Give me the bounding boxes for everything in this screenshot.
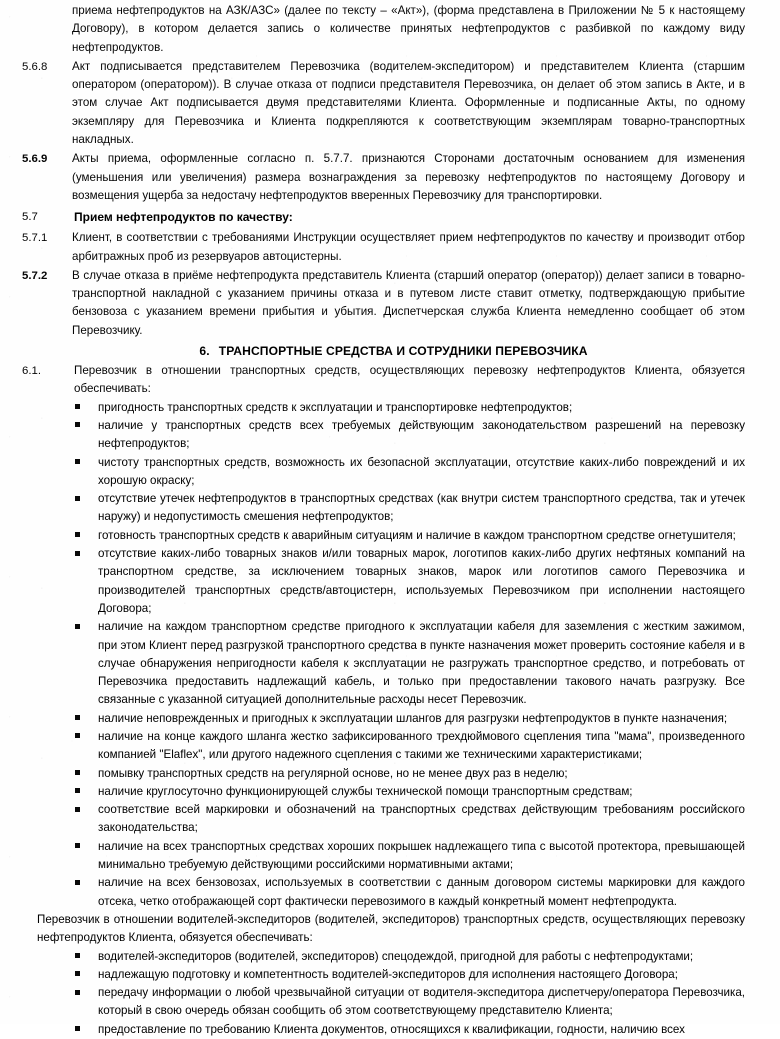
paragraph-text: Перевозчик в отношении водителей-экспедиторов (водителей, экспедиторов) транспортных средств, осуществляющих перевозку нефтепродуктов Клиента, обязуется обеспечивать: bbox=[37, 912, 745, 945]
list-item bbox=[98, 527, 745, 545]
bullet-square-icon bbox=[75, 788, 80, 793]
list-item bbox=[98, 399, 745, 417]
bullet-square-icon bbox=[75, 843, 80, 848]
list-item bbox=[98, 966, 745, 984]
clause-number-6-1: 6.1. bbox=[22, 365, 41, 378]
vehicle-requirement-text: наличие на всех транспортных средствах хороших покрышек надлежащего типа с высотой протектора, превышающей минимально требуемую действующими российскими нормативными актами; bbox=[98, 839, 745, 872]
list-item bbox=[98, 710, 745, 728]
clause-number-5-7-1: 5.7.1 bbox=[22, 232, 48, 245]
clause-text-5-6-9: Акты приема, оформленные согласно п. 5.7.7. признаются Сторонами достаточным основанием для изменения (уменьшения или увеличения) размера вознаграждения за перевозку нефтепродуктов по настоящему Договору и возмещения ущерба за недостачу нефтепродуктов вверенных Перевозчику для транспортировки. bbox=[72, 152, 745, 202]
vehicle-requirement-text: готовность транспортных средств к аварийным ситуациям и наличие в каждом транспортном средстве огнетушителя; bbox=[98, 528, 736, 542]
paragraph-text: приема нефтепродуктов на АЗК/АЗС» (далее по тексту – «Акт»), (форма представлена в Приложении № 5 к настоящему Договору), в котором делается запись о количестве принятых нефтепродуктов с разбивкой по каждому виду нефтепродуктов. bbox=[72, 4, 745, 54]
clause-text-5-7-2: В случае отказа в приёме нефтепродукта представитель Клиента (старший оператор (оператор)) делает записи в товарно-транспортной накладной с указанием причины отказа и в путевом листе ставит отметку, подтверждающую прибытие бензовоза с указанием времени прибытия и убытия. Диспетчерская служба Клиента немедленно сообщает об этом Перевозчику. bbox=[72, 268, 745, 337]
bullet-square-icon bbox=[75, 971, 80, 976]
bullet-square-icon bbox=[75, 953, 80, 958]
bullet-square-icon bbox=[75, 807, 80, 812]
clause-number-5-6-8: 5.6.8 bbox=[22, 60, 48, 73]
paragraph-drivers-intro bbox=[37, 911, 745, 948]
clause-text-5-6-8: Акт подписывается представителем Перевозчика (водителем-экспедитором) и представителем Клиента (старшим оператором (оператором)). В случае отказа от подписи представителя Перевозчика, он делает об этом запись в Акте, и в этом случае Акт подписывается двумя представителями Клиента. Оформленные и подписанные Акты, по одному экземпляру для Перевозчика и Клиента подкрепляются к соответствующим экземплярам товарно-транспортных накладных. bbox=[72, 59, 745, 147]
vehicle-requirement-text: наличие у транспортных средств всех требуемых действующим законодательством разрешений на перевозку нефтепродуктов; bbox=[98, 418, 745, 451]
list-item bbox=[98, 1021, 745, 1039]
bullet-square-icon bbox=[75, 404, 80, 409]
driver-requirement-text: передачу информации о любой чрезвычайной ситуации от водителя-экспедитора диспетчеру/оператора Перевозчика, который в свою очередь обязан сообщить об этом соответствующему представителю Клиента; bbox=[98, 986, 745, 1018]
driver-requirement-text: водителей-экспедиторов (водителей, экспедиторов) спецодеждой, пригодной для работы с нефтепродуктами; bbox=[98, 949, 694, 963]
list-item bbox=[98, 984, 745, 1021]
heading-title-5-7: Прием нефтепродуктов по качеству: bbox=[74, 210, 293, 225]
vehicle-requirement-text: наличие на конце каждого шланга жестко зафиксированного трехдюймового сцепления типа "мама", произведенного компанией "Elaflex", или другого надежного сцепления с такими же техническими характеристиками; bbox=[98, 729, 745, 762]
vehicle-requirement-text: наличие неповрежденных и пригодных к эксплуатации шлангов для разгрузки нефтепродуктов в пункте назначения; bbox=[98, 711, 728, 725]
vehicle-requirement-text: наличие на каждом транспортном средстве пригодного к эксплуатации кабеля для заземления с жестким зажимом, при этом Клиент перед разгрузкой транспортного средства в пункте назначения может проверить состояние кабеля и в случае обнаружения непригодности кабеля к эксплуатации не разгружать транспортное средство, и потребовать от Перевозчика предоставить надлежащий кабель, и только при предоставлении такового начать разгрузку. Все связанные с указанной ситуацией дополнительные расходы несет Перевозчик. bbox=[98, 620, 745, 707]
clause-5-7-1 bbox=[22, 229, 745, 266]
driver-requirement-text: надлежащую подготовку и компетентность водителей-экспедиторов для исполнения настоящего Договора; bbox=[98, 967, 678, 981]
list-item bbox=[98, 545, 745, 618]
bullet-square-icon bbox=[75, 880, 80, 885]
vehicle-requirements-list bbox=[22, 399, 745, 911]
list-item bbox=[98, 838, 745, 875]
vehicle-requirement-text: чистоту транспортных средств, возможность их безопасной эксплуатации, отсутствие каких-либо повреждений и их хорошую окраску; bbox=[98, 455, 745, 487]
bullet-square-icon bbox=[75, 990, 80, 995]
clause-number-5-7-2: 5.7.2 bbox=[22, 269, 48, 282]
bullet-square-icon bbox=[75, 551, 80, 556]
clause-text-6-1: Перевозчик в отношении транспортных средств, осуществляющих перевозку нефтепродуктов Клиента, обязуется обеспечивать: bbox=[74, 364, 745, 396]
bullet-square-icon bbox=[75, 770, 80, 775]
clause-5-7-2 bbox=[22, 267, 745, 340]
bullet-square-icon bbox=[75, 496, 80, 501]
bullet-square-icon bbox=[75, 715, 80, 720]
bullet-square-icon bbox=[75, 733, 80, 738]
list-item bbox=[98, 765, 745, 783]
clause-number-5-6-9: 5.6.9 bbox=[22, 153, 48, 166]
list-item bbox=[98, 728, 745, 765]
list-item bbox=[98, 874, 745, 911]
clause-6-1 bbox=[22, 362, 745, 399]
bullet-square-icon bbox=[75, 532, 80, 537]
list-item bbox=[98, 948, 745, 966]
vehicle-requirement-text: наличие на всех бензовозах, используемых в соответствии с данным договором системы маркировки для каждого отсека, четко отображающей сорт фактически перевозимого в каждый конкретный момент нефтепродукта. bbox=[98, 876, 745, 908]
clause-5-6-9 bbox=[22, 150, 745, 205]
vehicle-requirement-text: соответствие всей маркировки и обозначений на транспортных средствах действующим требованиям российского законодательства; bbox=[98, 803, 745, 835]
bullet-square-icon bbox=[75, 422, 80, 427]
clause-text-5-7-1: Клиент, в соответствии с требованиями Инструкции осуществляет прием нефтепродуктов по качеству и производит отбор арбитражных проб из резервуаров автоцистерны. bbox=[72, 231, 745, 263]
bullet-square-icon bbox=[75, 1026, 80, 1031]
list-item bbox=[98, 801, 745, 838]
bullet-square-icon bbox=[75, 459, 80, 464]
list-item bbox=[98, 490, 745, 527]
vehicle-requirement-text: отсутствие каких-либо товарных знаков и/или товарных марок, логотипов каких-либо других нефтяных компаний на транспортном средстве, за исключением товарных знаков, марок или логотипов самого Перевозчика и производителей транспортных средств/автоцистерн, используемых Перевозчиком при исполнении настоящего Договора; bbox=[98, 547, 745, 615]
vehicle-requirement-text: пригодность транспортных средств к эксплуатации и транспортировке нефтепродуктов; bbox=[98, 400, 573, 414]
heading-5-7 bbox=[22, 207, 745, 228]
list-item bbox=[98, 783, 745, 801]
chapter-title-6: ТРАНСПОРТНЫЕ СРЕДСТВА И СОТРУДНИКИ ПЕРЕВОЗЧИКА bbox=[218, 344, 588, 359]
chapter-heading-6 bbox=[22, 341, 745, 362]
list-item bbox=[98, 618, 745, 709]
vehicle-requirement-text: наличие круглосуточно функционирующей службы технической помощи транспортным средствам; bbox=[98, 784, 633, 798]
bullet-square-icon bbox=[75, 624, 80, 629]
paragraph-intro-continuation bbox=[72, 2, 745, 57]
list-item bbox=[98, 417, 745, 454]
clause-5-6-8 bbox=[22, 58, 745, 149]
driver-requirement-text: предоставление по требованию Клиента документов, относящихся к квалификации, годности, наличию всех bbox=[98, 1022, 685, 1036]
driver-requirements-list bbox=[22, 948, 745, 1039]
vehicle-requirement-text: помывку транспортных средств на регулярной основе, но не менее двух раз в неделю; bbox=[98, 766, 568, 780]
list-item bbox=[98, 454, 745, 491]
chapter-number-6: 6. bbox=[199, 344, 210, 359]
heading-number-5-7: 5.7 bbox=[22, 211, 38, 224]
vehicle-requirement-text: отсутствие утечек нефтепродуктов в транспортных средствах (как внутри систем транспортного средства, так и утечек наружу) и недопустимость смешения нефтепродуктов; bbox=[98, 492, 745, 524]
